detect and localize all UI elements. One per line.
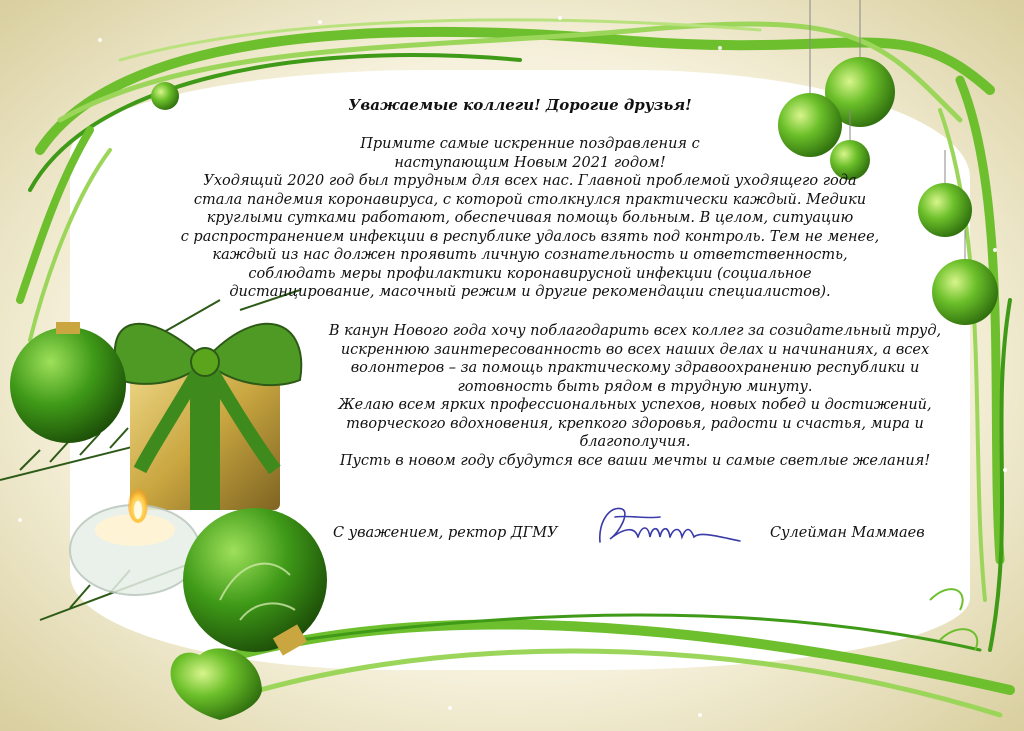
paragraph-line: наступающим Новым 2021 годом! (394, 154, 666, 171)
paragraph-line: готовность быть рядом в трудную минуту. (457, 378, 813, 395)
paragraph-line: волонтеров – за помощь практическому здравоохранению республики и (350, 360, 920, 376)
wishes-paragraph (285, 322, 985, 470)
paragraph-line: с распространением инфекции в республике удалось взять под контроль. Тем не менее, (180, 228, 880, 245)
paragraph-line: Желаю всем ярких профессиональных успехов, новых побед и достижений, (338, 397, 932, 413)
paragraph-line: Пусть в новом году сбудутся все ваши мечты и самые светлые желания! (339, 452, 931, 469)
paragraph-line: В канун Нового года хочу поблагодарить всех коллег за созидательный труд, (328, 323, 942, 339)
rector-name: Сулейман Маммаев (770, 525, 925, 541)
paragraph-line: благополучия. (579, 434, 691, 450)
congratulation-paragraph (150, 135, 910, 302)
paragraph-line: круглыми сутками работают, обеспечивая помощь больным. В целом, ситуацию (206, 210, 854, 226)
handwritten-signature (590, 497, 750, 557)
paragraph-line: Примите самые искренние поздравления с (360, 136, 700, 152)
paragraph-line: искреннюю заинтересованность во всех наших делах и начинаниях, а всех (340, 341, 930, 358)
signature-caption: С уважением, ректор ДГМУ (333, 525, 558, 541)
paragraph-line: каждый из нас должен проявить личную сознательность и ответственность, (212, 247, 848, 263)
paragraph-line: соблюдать меры профилактики коронавирусной инфекции (социальное (248, 265, 812, 282)
paragraph-line: Уходящий 2020 год был трудным для всех нас. Главной проблемой уходящего года (203, 173, 857, 189)
paragraph-line: дистанцирование, масочный режим и другие рекомендации специалистов). (229, 284, 831, 300)
paragraph-line: стала пандемия коронавируса, с которой столкнулся практически каждый. Медики (193, 191, 867, 208)
greeting-heading: Уважаемые коллеги! Дорогие друзья! (348, 96, 692, 114)
paragraph-line: творческого вдохновения, крепкого здоровья, радости и счастья, мира и (346, 415, 924, 432)
